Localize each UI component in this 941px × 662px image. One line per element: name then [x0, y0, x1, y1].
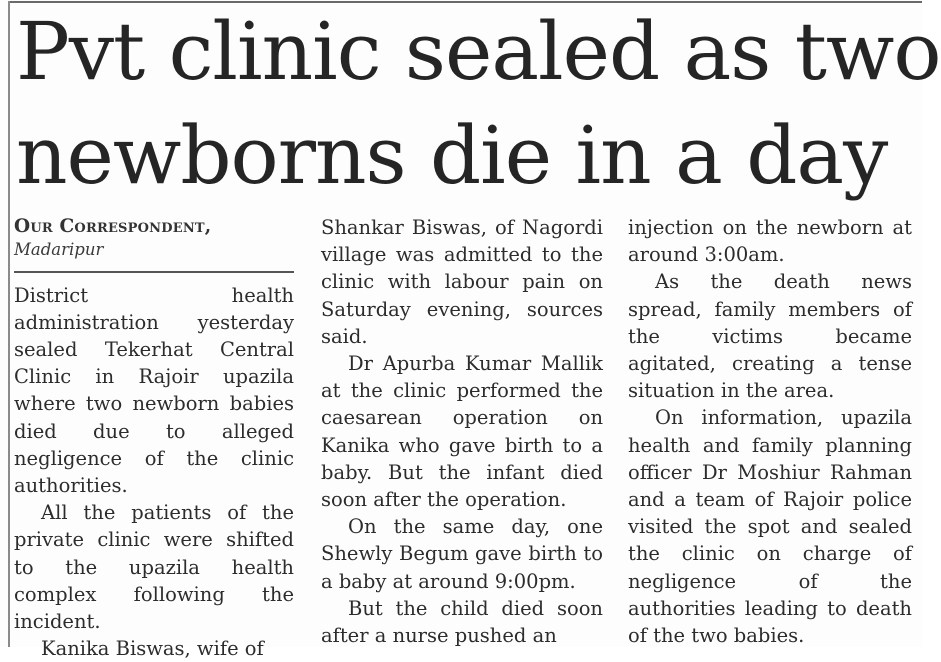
headline — [16, 0, 941, 208]
column-2 — [321, 214, 603, 649]
paragraph: All the patients of the private clinic were shifted to the upazila health complex following the incident. — [14, 501, 294, 633]
paragraph: As the death news spread, family members of the victims became agitated, creating a tense situation in the area. — [628, 270, 912, 403]
left-border-rule — [8, 1, 10, 647]
headline-line-2: newborns die in a day — [16, 109, 888, 202]
paragraph: Kanika Biswas, wife of — [41, 637, 264, 661]
paragraph: But the child died soon after a nurse pushed an — [321, 596, 603, 648]
byline-location: Madaripur — [14, 240, 104, 259]
paragraph: Dr Apurba Kumar Mallik at the clinic performed the caesarean operation on Kanika who gave birth to a baby. But the infant died soon after the operation. — [321, 352, 603, 512]
paragraph: On the same day, one Shewly Begum gave birth to a baby at around 9:00pm. — [321, 515, 603, 593]
byline-correspondent: Our Correspondent, — [14, 216, 212, 237]
paragraph: District health administration yesterday sealed Tekerhat Central Clinic in Rajoir upazila where two newborn babies died due to alleged negligence of the clinic authorities. — [14, 283, 294, 497]
headline-line-1: Pvt clinic sealed as two — [16, 5, 941, 98]
column-3 — [628, 214, 912, 649]
paragraph: injection on the newborn at around 3:00am. — [628, 216, 912, 267]
column-1 — [14, 214, 294, 662]
paragraph: Shankar Biswas, of Nagordi village was admitted to the clinic with labour pain on Saturday evening, sources said. — [321, 216, 603, 348]
byline-divider — [14, 271, 294, 273]
paragraph: On information, upazila health and family planning officer Dr Moshiur Rahman and a team of Rajoir police visited the spot and sealed the clinic on charge of negligence of the authorities leading to death of the two babies. — [628, 406, 912, 648]
